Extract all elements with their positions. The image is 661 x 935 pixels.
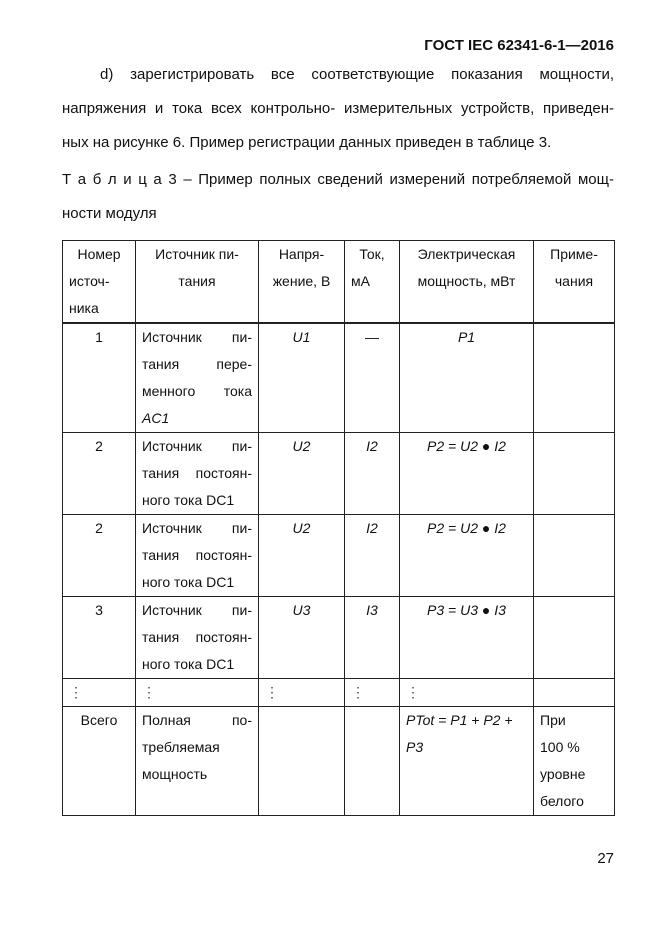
cell-source: Источник пи- тания пере- менного тока AC1 <box>136 323 259 433</box>
cell-current: I3 <box>345 597 400 679</box>
cell-power: P3 = U3 ● I3 <box>400 597 534 679</box>
cell-total-current <box>345 707 400 816</box>
cell-total-voltage <box>259 707 345 816</box>
cell-power: P2 = U2 ● I2 <box>400 515 534 597</box>
measurement-table <box>62 240 615 816</box>
cell-power: P2 = U2 ● I2 <box>400 433 534 515</box>
ellipsis-cell: ⋮ <box>136 679 259 707</box>
cell-total-power: PTot = P1 + P2 + P3 <box>400 707 534 816</box>
document-code: ГОСТ IEC 62341-6-1—2016 <box>424 37 614 54</box>
header-notes: Приме- чания <box>534 241 615 324</box>
cell-voltage: U1 <box>259 323 345 433</box>
ellipsis-cell <box>534 679 615 707</box>
cell-number: 2 <box>63 515 136 597</box>
cell-note <box>534 323 615 433</box>
table-row <box>63 433 615 515</box>
cell-number: 1 <box>63 323 136 433</box>
header-power-source: Источник пи- тания <box>136 241 259 324</box>
cell-total-source: Полная по- требляемая мощность <box>136 707 259 816</box>
cell-voltage: U2 <box>259 433 345 515</box>
table-row <box>63 597 615 679</box>
total-row <box>63 707 615 816</box>
cell-number: 2 <box>63 433 136 515</box>
cell-note <box>534 515 615 597</box>
ellipsis-row <box>63 679 615 707</box>
cell-total-label: Всего <box>63 707 136 816</box>
cell-number: 3 <box>63 597 136 679</box>
intro-paragraph <box>62 58 614 160</box>
cell-current: — <box>345 323 400 433</box>
cell-voltage: U3 <box>259 597 345 679</box>
caption-line: ности модуля <box>62 205 157 222</box>
cell-source: Источник пи- тания постоян- ного тока DC1 <box>136 515 259 597</box>
table-header-row <box>63 241 615 324</box>
table-caption <box>62 163 614 231</box>
caption-line: Т а б л и ц а 3 – Пример полных сведений измерений потребляемой мощ- <box>62 171 614 188</box>
table-row <box>63 323 615 433</box>
cell-current: I2 <box>345 515 400 597</box>
header-voltage: Напря- жение, В <box>259 241 345 324</box>
intro-line: d) зарегистрировать все соответствующие показания мощности, <box>100 66 614 83</box>
intro-line: напряжения и тока всех контрольно- измерительных устройств, приведен- <box>62 100 614 117</box>
ellipsis-cell: ⋮ <box>345 679 400 707</box>
cell-total-note: При 100 % уровне белого <box>534 707 615 816</box>
intro-line: ных на рисунке 6. Пример регистрации данных приведен в таблице 3. <box>62 134 552 151</box>
cell-source: Источник пи- тания постоян- ного тока DC1 <box>136 433 259 515</box>
cell-note <box>534 597 615 679</box>
page-number: 27 <box>597 850 614 867</box>
cell-current: I2 <box>345 433 400 515</box>
header-current: Ток, мА <box>345 241 400 324</box>
table-row <box>63 515 615 597</box>
ellipsis-cell: ⋮ <box>63 679 136 707</box>
cell-note <box>534 433 615 515</box>
header-source-number: Номер источ- ника <box>63 241 136 324</box>
cell-power: P1 <box>400 323 534 433</box>
header-power: Электрическая мощность, мВт <box>400 241 534 324</box>
ellipsis-cell: ⋮ <box>259 679 345 707</box>
cell-source: Источник пи- тания постоян- ного тока DC1 <box>136 597 259 679</box>
cell-voltage: U2 <box>259 515 345 597</box>
ellipsis-cell: ⋮ <box>400 679 534 707</box>
